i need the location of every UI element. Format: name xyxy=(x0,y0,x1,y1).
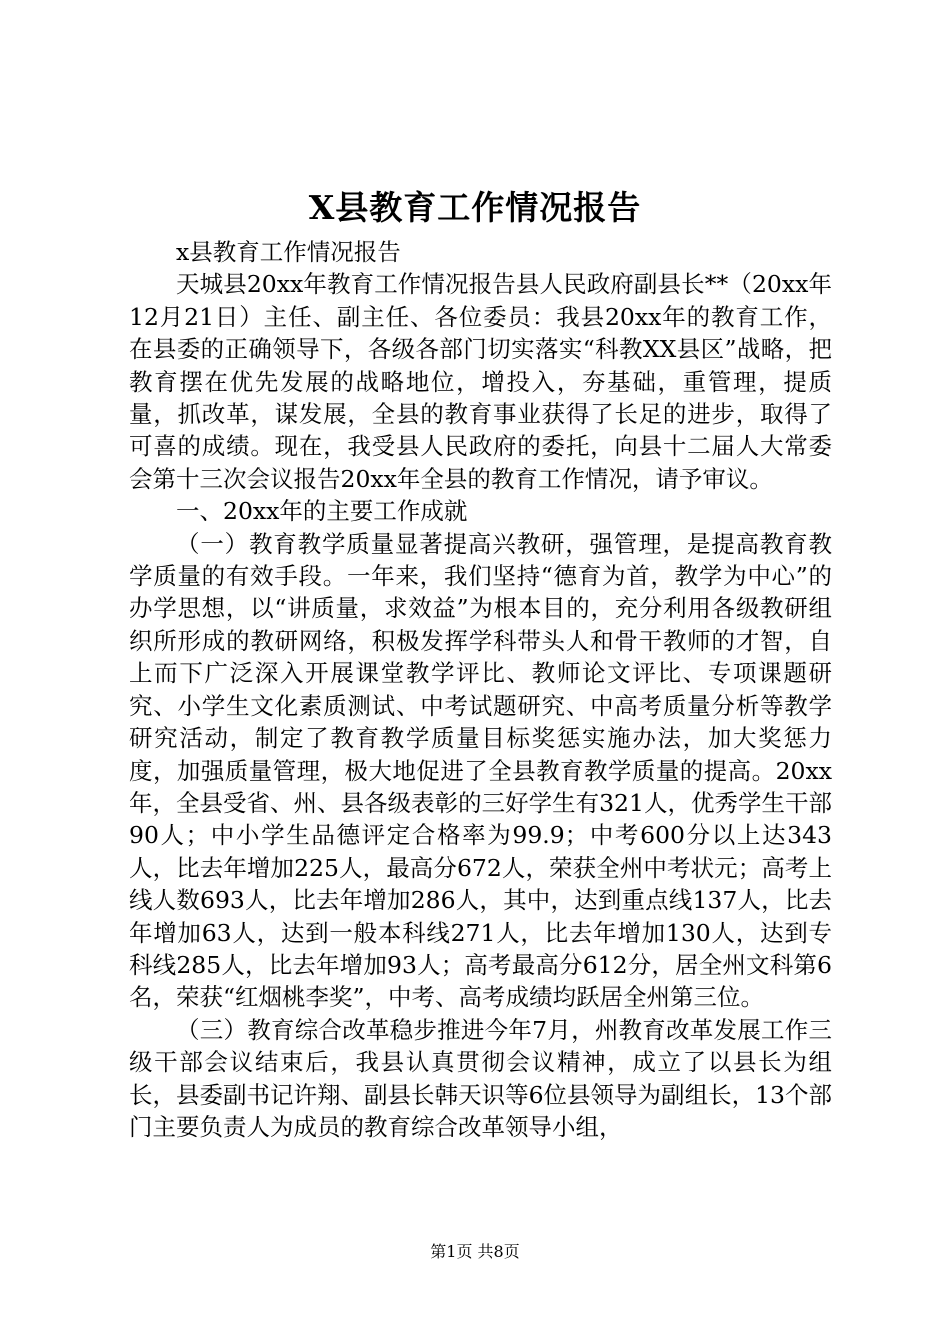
document-title: X县教育工作情况报告 xyxy=(308,188,642,227)
page-footer: 第1页 共8页 xyxy=(430,1242,520,1261)
subtitle-paragraph: x县教育工作情况报告 xyxy=(176,238,401,266)
intro-paragraph: 天城县20xx年教育工作情况报告县人民政府副县长**（20xx年12月21日）主任、副主任、各位委员：我县20xx年的教育工作，在县委的正确领导下，各级各部门切实落实“科教XX县区”战略，把教育摆在优先发展的战略地位，增投入，夯基础，重管理，提质量，抓改革，谋发展，全县的教育事业获得了长足的进步，取得了可喜的成绩。现在，我受县人民政府的委托，向县十二届人大常委会第十三次会议报告20xx年全县的教育工作情况，请予审议。 xyxy=(129,270,832,493)
quality-paragraph: （一）教育教学质量显著提高兴教研，强管理，是提高教育教学质量的有效手段。一年来，我们坚持“德育为首，教学为中心”的办学思想，以“讲质量，求效益”为根本目的，充分利用各级教研组织所形成的教研网络，积极发挥学科带头人和骨干教师的才智，自上而下广泛深入开展课堂教学评比、教师论文评比、专项课题研究、小学生文化素质测试、中考试题研究、中高考质量分析等教学研究活动，制定了教育教学质量目标奖惩实施办法，加大奖惩力度，加强质量管理，极大地促进了全县教育教学质量的提高。20xx年，全县受省、州、县各级表彰的三好学生有321人，优秀学生干部90人；中小学生品德评定合格率为99.9；中考600分以上达343人，比去年增加225人，最高分672人，荣获全州中考状元；高考上线人数693人，比去年增加286人，其中，达到重点线137人，比去年增加63人，达到一般本科线271人，比去年增加130人，达到专科线285人，比去年增加93人；高考最高分612分，居全州文科第6名，荣获“红烟桃李奖”，中考、高考成绩均跃居全州第三位。 xyxy=(129,529,832,1012)
section-heading: 一、20xx年的主要工作成就 xyxy=(176,497,468,526)
document-body xyxy=(129,236,832,1143)
reform-paragraph: （三）教育综合改革稳步推进今年7月，州教育改革发展工作三级干部会议结束后，我县认真贯彻会议精神，成立了以县长为组长，县委副书记许翔、副县长韩天识等6位县领导为副组长，13个部门主要负责人为成员的教育综合改革领导小组， xyxy=(129,1015,832,1141)
